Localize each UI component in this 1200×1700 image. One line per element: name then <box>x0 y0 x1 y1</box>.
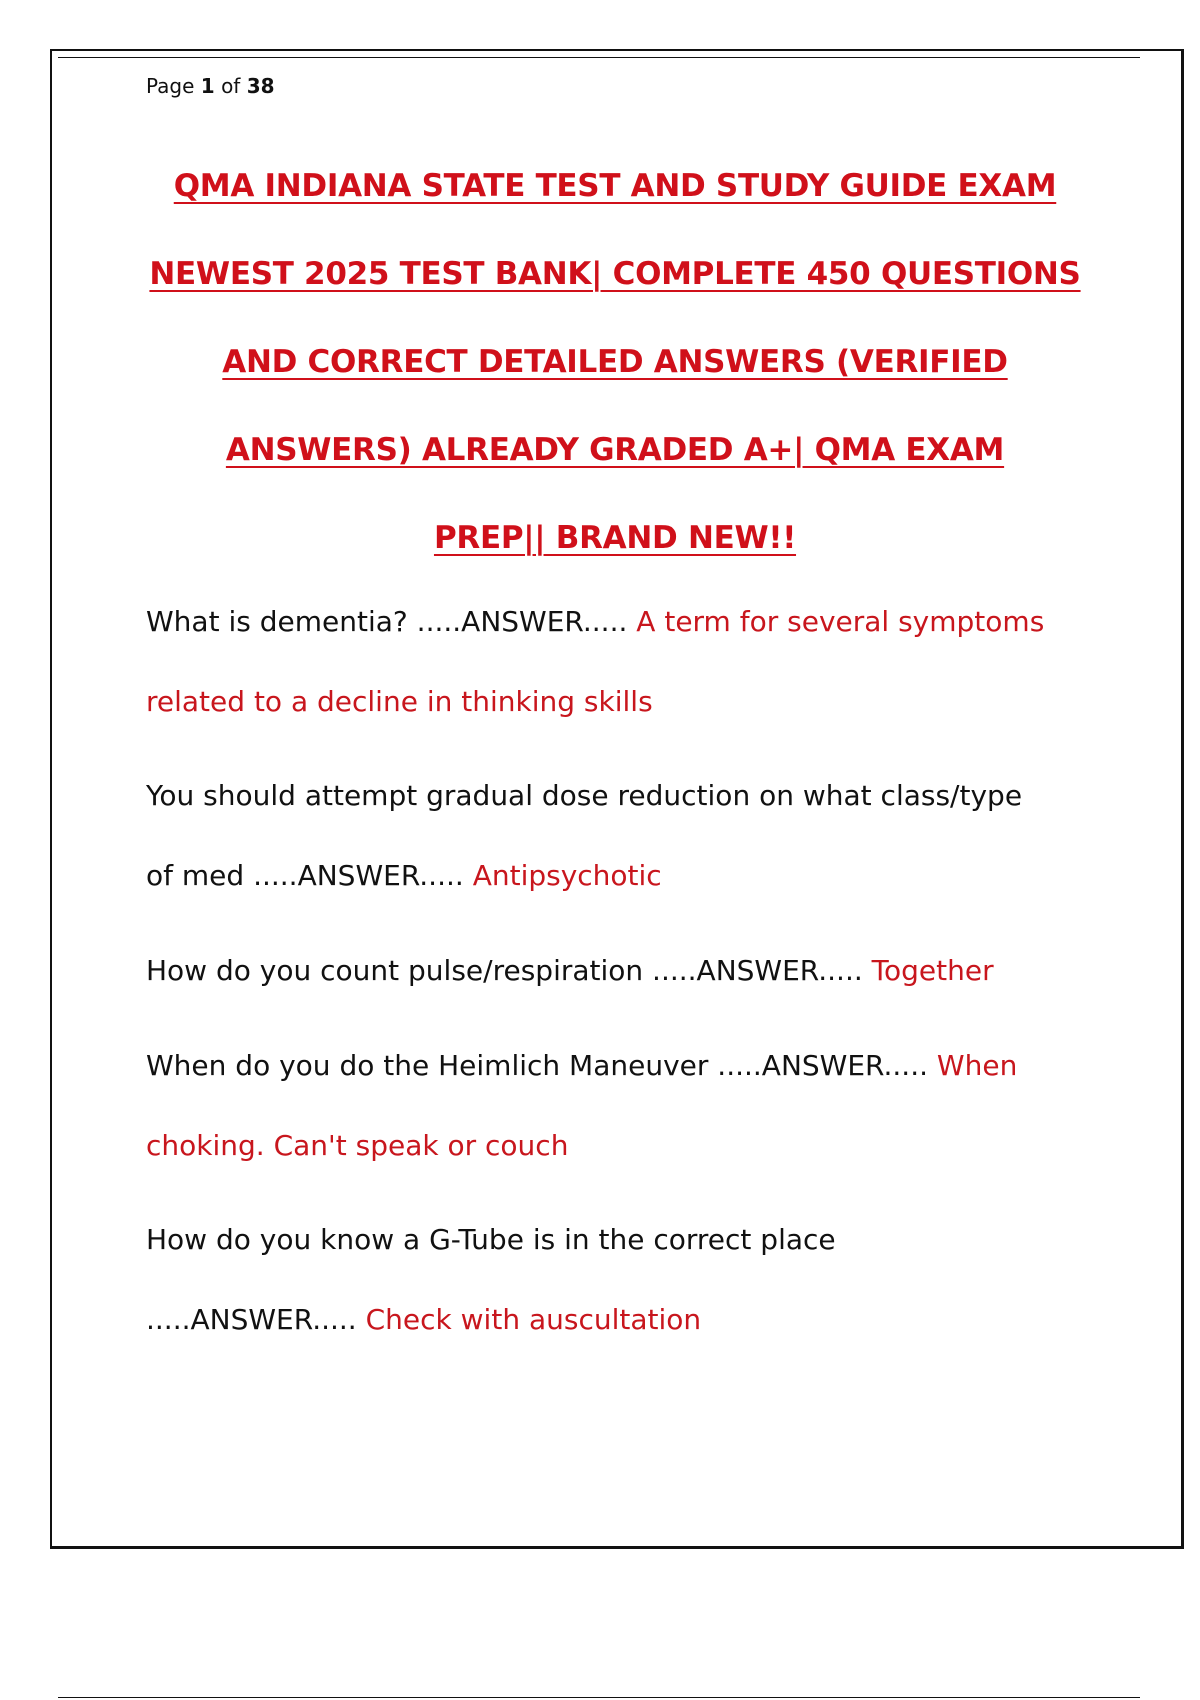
answer-text: Together <box>871 954 994 987</box>
answer-text: choking. Can't speak or couch <box>146 1129 569 1162</box>
qa-item-dose-reduction <box>146 756 1106 916</box>
title-line: AND CORRECT DETAILED ANSWERS (VERIFIED <box>222 344 1008 380</box>
question-text: When do you do the Heimlich Maneuver .....ANSWER..... <box>146 1049 937 1082</box>
qa-item-g-tube <box>146 1200 1106 1360</box>
qa-line <box>146 662 1106 742</box>
answer-text: A term for several symptoms <box>636 605 1045 638</box>
page-label: Page <box>146 74 195 98</box>
qa-line <box>146 1026 1106 1106</box>
answer-text: When <box>936 1049 1018 1082</box>
question-text: .....ANSWER..... <box>146 1303 366 1336</box>
qa-line <box>146 756 1106 836</box>
qa-line <box>146 1200 1106 1280</box>
title-line: PREP|| BRAND NEW!! <box>433 520 797 556</box>
qa-item-dementia <box>146 582 1106 742</box>
question-text: What is dementia? .....ANSWER..... <box>146 605 637 638</box>
question-text: How do you know a G-Tube is in the correct place <box>146 1223 836 1256</box>
page-number <box>146 74 275 98</box>
qa-item-heimlich <box>146 1026 1106 1186</box>
qa-item-pulse-respiration <box>146 931 1106 1011</box>
qa-line <box>146 931 1106 1011</box>
page-total: 38 <box>246 74 275 98</box>
qa-line <box>146 836 1106 916</box>
title-line: QMA INDIANA STATE TEST AND STUDY GUIDE EXAM <box>173 168 1057 204</box>
question-text: of med .....ANSWER..... <box>146 859 473 892</box>
qa-line <box>146 582 1106 662</box>
title-line: ANSWERS) ALREADY GRADED A+| QMA EXAM <box>225 432 1005 468</box>
title-line: NEWEST 2025 TEST BANK| COMPLETE 450 QUESTIONS <box>149 256 1081 292</box>
page-current: 1 <box>200 74 215 98</box>
question-text: How do you count pulse/respiration .....ANSWER..... <box>146 954 872 987</box>
answer-text: Check with auscultation <box>365 1303 702 1336</box>
qa-line <box>146 1106 1106 1186</box>
answer-text: Antipsychotic <box>472 859 662 892</box>
qa-line <box>146 1280 1106 1360</box>
page-of-label: of <box>221 74 241 98</box>
footer-rule <box>58 1697 1140 1698</box>
question-text: You should attempt gradual dose reduction on what class/type <box>146 779 1023 812</box>
header-rule <box>58 57 1140 58</box>
document-title <box>110 142 1120 582</box>
answer-text: related to a decline in thinking skills <box>146 685 653 718</box>
